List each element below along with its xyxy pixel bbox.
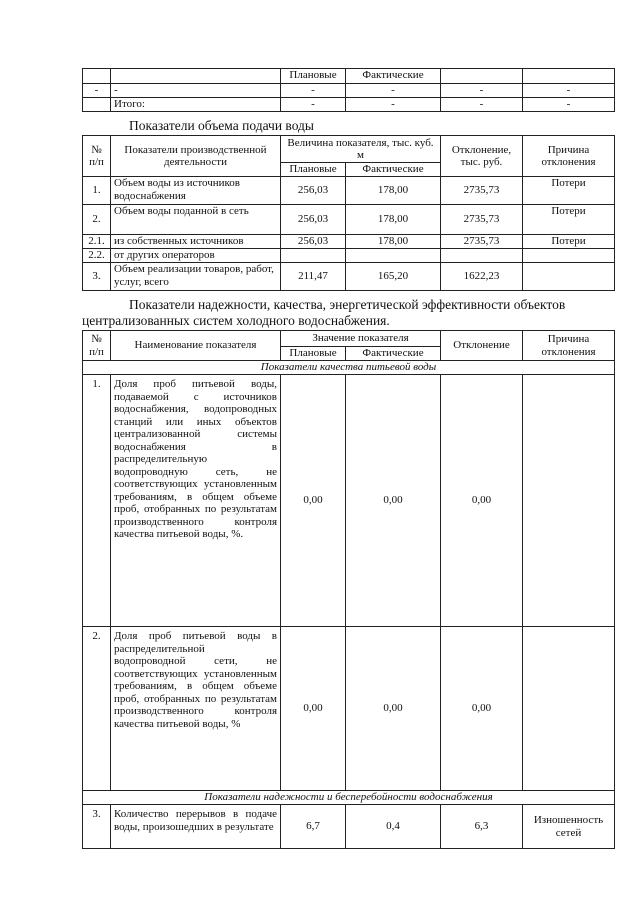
header-num: № п/п [83, 331, 111, 361]
table-cell: - [441, 98, 523, 112]
header-deviation: Отклонение [441, 331, 523, 361]
section-title-reliability-line1: Показатели надежности, качества, энергетической эффективности объектов [129, 297, 566, 312]
table-cell: - [441, 84, 523, 98]
header-reason: Причина отклонения [523, 136, 615, 177]
header-num: № п/п [83, 136, 111, 177]
volume-table [82, 135, 615, 291]
section-title-reliability-line2: централизованных систем холодного водоснабжения. [82, 313, 390, 328]
table-row: 1. Доля проб питьевой воды, подаваемой с источников водоснабжения, водопроводных станций или иных объектов централизованной системы водоснабжения в распределительную водопроводную сеть, не соответствующих установленным требованиям, в общем объеме проб, отобранных по результатам производственного контроля качества питьевой воды, %. 0,00 0,00 0,00 [83, 375, 615, 627]
col-fact-header: Фактические [346, 69, 441, 84]
group-heading-reliability: Показатели надежности и бесперебойности водоснабжения [83, 791, 615, 805]
header-indicator: Показатели производственной деятельности [111, 136, 281, 177]
table-cell: - [346, 84, 441, 98]
table-cell: - [523, 84, 615, 98]
table-cell: - [523, 98, 615, 112]
header-value: Значение показателя [281, 331, 441, 347]
table-row: 3. Количество перерывов в подаче воды, произошедших в результате 6,7 0,4 6,3 Изношенность сетей [83, 805, 615, 849]
col-plan-header: Плановые [281, 69, 346, 84]
header-fact: Фактические [346, 347, 441, 361]
table-cell: - [111, 84, 281, 98]
table-cell: - [281, 98, 346, 112]
group-heading-quality: Показатели качества питьевой воды [83, 361, 615, 375]
carryover-table [82, 68, 615, 112]
header-fact: Фактические [346, 163, 441, 177]
table-row: 2. Доля проб питьевой воды в распределительной водопроводной сети, не соответствующих установленным требованиям, в общем объеме проб, отобранных по результатам производственного контроля качества питьевой воды, % 0,00 0,00 0,00 [83, 627, 615, 791]
total-label: Итого: [111, 98, 281, 112]
table-row: 2. Объем воды поданной в сеть 256,03 178,00 2735,73 Потери [83, 205, 615, 235]
table-row: 2.2. от других операторов [83, 249, 615, 263]
table-row: 2.1. из собственных источников 256,03 178,00 2735,73 Потери [83, 235, 615, 249]
table-row: 3. Объем реализации товаров, работ, услуг, всего 211,47 165,20 1622,23 [83, 263, 615, 291]
header-deviation: Отклонение, тыс. руб. [441, 136, 523, 177]
table-cell: - [83, 84, 111, 98]
reliability-table [82, 330, 615, 849]
table-row: 1. Объем воды из источников водоснабжения 256,03 178,00 2735,73 Потери [83, 177, 615, 205]
header-value: Величина показателя, тыс. куб. м [281, 136, 441, 163]
header-indicator: Наименование показателя [111, 331, 281, 361]
header-plan: Плановые [281, 163, 346, 177]
table-cell: - [281, 84, 346, 98]
table-cell: - [346, 98, 441, 112]
header-plan: Плановые [281, 347, 346, 361]
header-reason: Причина отклонения [523, 331, 615, 361]
section-title-volume: Показатели объема подачи воды [129, 118, 314, 133]
